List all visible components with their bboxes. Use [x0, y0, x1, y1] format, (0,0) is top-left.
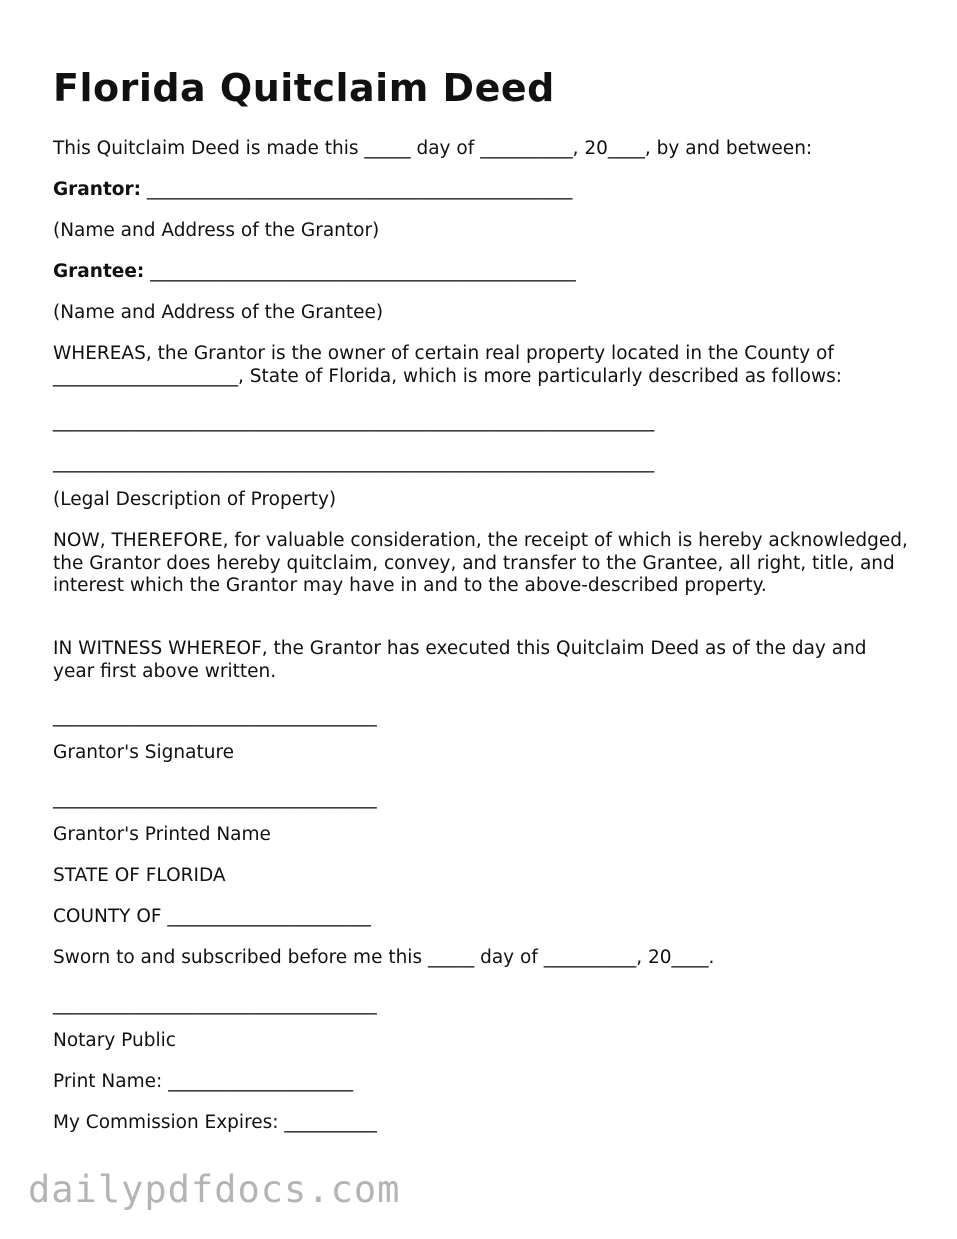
print-name-line: Print Name: ____________________ — [53, 1071, 354, 1092]
grantor-blank: ______________________________________________ — [141, 179, 573, 200]
grantee-caption: (Name and Address of the Grantee) — [53, 302, 384, 323]
grantor-label: Grantor: — [53, 179, 142, 200]
grantee-blank: ______________________________________________ — [144, 261, 576, 282]
grantor-caption: (Name and Address of the Grantor) — [53, 220, 380, 241]
state-line: STATE OF FLORIDA — [53, 865, 226, 886]
whereas-paragraph: WHEREAS, the Grantor is the owner of certain real property located in the County of ____________________, State of Florida, which is more particularly described as follows: — [53, 343, 842, 387]
witness-paragraph: IN WITNESS WHEREOF, the Grantor has executed this Quitclaim Deed as of the day and year first above written. — [53, 638, 867, 682]
commission-expires-line: My Commission Expires: __________ — [53, 1112, 377, 1133]
grantor-printed-name-line: ___________________________________ — [53, 788, 377, 809]
notary-signature-line: ___________________________________ — [53, 994, 377, 1015]
grantor-printed-name-caption: Grantor's Printed Name — [53, 824, 271, 845]
county-line: COUNTY OF ______________________ — [53, 906, 371, 927]
grantor-signature-caption: Grantor's Signature — [53, 742, 235, 763]
grantee-line — [53, 261, 576, 284]
legal-description-line-1: _________________________________________________________________ — [53, 411, 655, 432]
now-therefore-paragraph: NOW, THEREFORE, for valuable consideration, the receipt of which is hereby acknowledged, the Grantor does hereby quitclaim, convey, and transfer to the Grantee, all right, title, and interest which the Grantor may have in and to the above-described property. — [53, 530, 908, 596]
notary-public-caption: Notary Public — [53, 1030, 176, 1051]
grantor-signature-line: ___________________________________ — [53, 706, 377, 727]
watermark: dailypdfdocs.com — [28, 1168, 401, 1211]
document-title: Florida Quitclaim Deed — [53, 66, 555, 110]
grantee-label: Grantee: — [53, 261, 145, 282]
legal-description-line-2: _________________________________________________________________ — [53, 452, 655, 473]
sworn-line: Sworn to and subscribed before me this _____ day of __________, 20____. — [53, 947, 715, 968]
grantor-line — [53, 179, 572, 202]
legal-description-caption: (Legal Description of Property) — [53, 489, 337, 510]
intro-line: This Quitclaim Deed is made this _____ day of __________, 20____, by and between: — [53, 138, 813, 159]
